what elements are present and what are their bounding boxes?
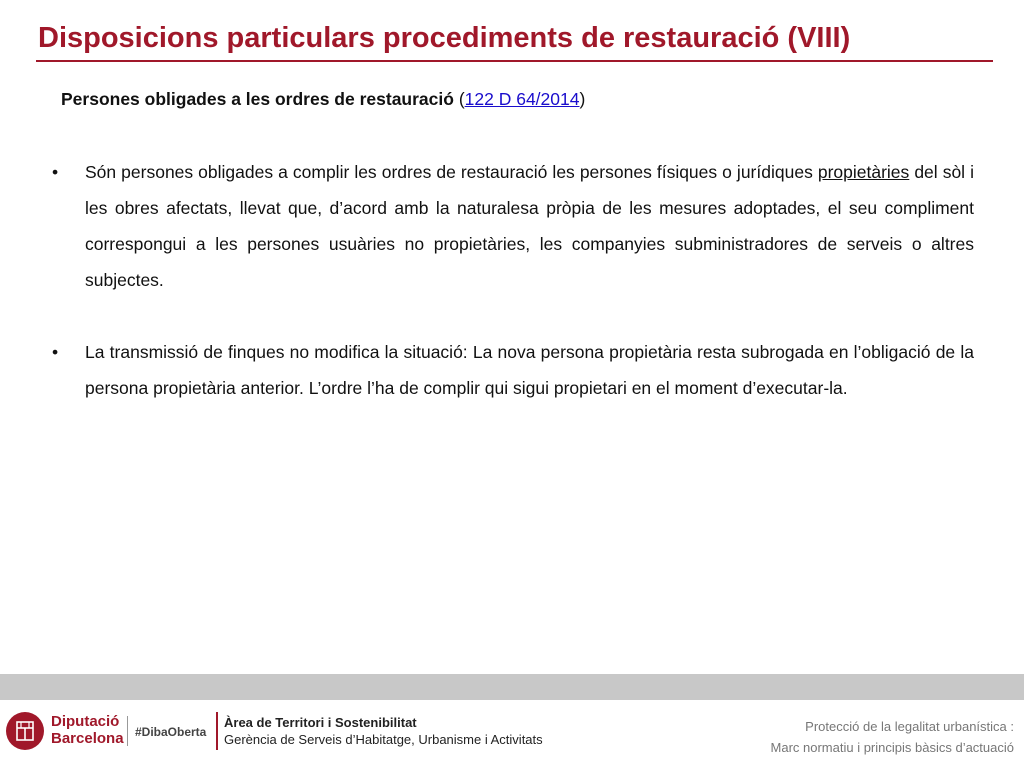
bullet-text-part: Són persones obligades a complir les ordres de restauració les persones físiques o jurídiques — [85, 162, 818, 182]
bullet-text-part: del sòl i les obres afectats, llevat que, d’acord amb la naturalesa pròpia de les mesures adoptades, el seu compliment correspongui a les persones usuàries no propietàries, les companyies subministradores de serveis o altres subjectes. — [85, 162, 974, 290]
hashtag-label: #DibaOberta — [135, 725, 207, 739]
area-info — [224, 714, 543, 748]
area-title: Àrea de Territori i Sostenibilitat — [224, 715, 417, 730]
bullet-marker: • — [52, 342, 59, 362]
bullet-text — [85, 154, 974, 298]
diputacio-logo-icon — [6, 712, 44, 750]
subtitle-paren-close: ) — [579, 89, 586, 109]
subtitle-text: Persones obligades a les ordres de restauració — [61, 89, 454, 109]
caption-line1: Protecció de la legalitat urbanística : — [805, 719, 1014, 734]
document-caption — [771, 716, 1014, 758]
section-subtitle — [61, 89, 585, 110]
area-divider — [216, 712, 218, 750]
caption-line2: Marc normatiu i principis bàsics d’actuació — [770, 740, 1014, 755]
logo-wordmark — [51, 713, 124, 747]
footer-divider — [127, 716, 128, 746]
footer — [0, 700, 1024, 768]
subtitle-paren-open: ( — [453, 89, 465, 109]
bullet-underlined-term: propietàries — [817, 162, 910, 182]
bullet-marker: • — [52, 162, 59, 182]
footer-bar — [0, 674, 1024, 700]
logo-line2: Barcelona — [51, 730, 124, 747]
bullet-item — [52, 154, 974, 298]
bullet-item — [52, 334, 974, 406]
decree-link[interactable]: 122 D 64/2014 — [464, 89, 580, 109]
title-divider — [36, 60, 993, 62]
logo-line1: Diputació — [51, 713, 120, 730]
bullet-text: La transmissió de finques no modifica la situació: La nova persona propietària resta subrogada en l’obligació de la persona propietària anterior. L’ordre l’ha de complir qui sigui propietari en el moment d’executar-la. — [85, 342, 974, 398]
area-subtitle: Gerència de Serveis d’Habitatge, Urbanisme i Activitats — [224, 732, 543, 747]
slide-title: Disposicions particulars procediments de restauració (VIII) — [38, 22, 851, 54]
